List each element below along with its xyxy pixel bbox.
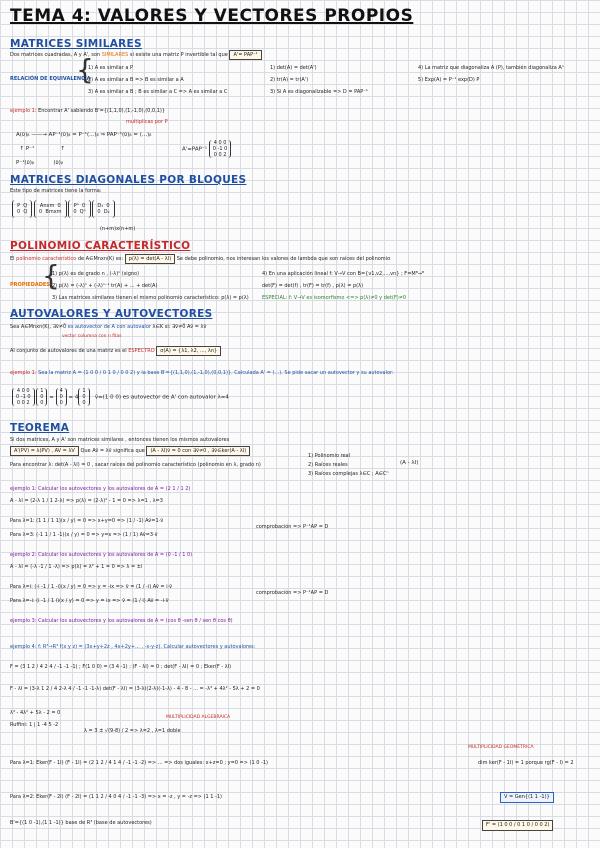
relacion-props-right [418,62,564,86]
polinomio-props-label: PROPIEDADES [10,282,50,288]
relacion-brace: { [76,53,94,86]
teorema-ej4: ejemplo 4: f: R³→R³ f(x y z) = (3x+y+2z , 4x+2y+... , -x-y-z). Calcular autovectores y autovalores: [10,644,256,650]
section-heading-autovalores: AUTOVALORES Y AUTOVECTORES [10,308,213,320]
section-heading-teorema: TEOREMA [10,422,70,434]
polinomio-brace: { [42,259,60,292]
autovalores-line2-a: Al conjunto de autovalores de una matriz es el [10,348,127,354]
teorema-ej3: ejemplo 3: Calcular los autovectores y los autovalores de A = (cos θ -sen θ / sen θ cos θ) [10,618,233,624]
polinomio-intro [10,256,390,263]
relacion-prop-2: 2) A es similar a B => B es similar a A [88,77,184,83]
polinomio-prop-1: 1) p(λ) es de grado n , (-λ)ⁿ (signo) [52,271,140,277]
bloques-intro: Este tipo de matrices tiene la forma: [10,188,102,194]
teorema-root-1: 1) Polinomio real [308,453,351,459]
bloques-block-a: Anxm [39,203,55,209]
similares-ejemplo-label: ejemplo 1: [10,108,37,114]
teorema-line2-a: A'(PV) = λ(PV) , AV = λV [10,446,79,456]
teorema-ej4-l2-res: V = Gen{(1 1 -1)} [500,792,554,803]
teorema-root-3: 3) Raíces complejas λ∈C ; A∈Cⁿ [308,471,389,477]
similares-intro-b: si existe una matriz P invertible tal que [129,52,228,58]
bloques-matrix-ab: Anxm 0 0 Bmxm [34,200,67,218]
polinomio-props [52,268,249,304]
relacion-props-left [88,62,227,98]
polinomio-intro-b: de A∈Mnxn(K) es: [77,256,124,262]
relacion-prop-mid-2: 2) tr(A) = tr(A') [270,77,309,83]
similares-formula: A'= PAP⁻¹ [229,50,261,60]
autovalores-ejemplo-work: 4 0 0 0 -1 0 0 0 2 1 0 0 = 4 0 0 = 41 0 0 v̄=(1 0 0) es autovector de A' con autovalor λ=4 [12,388,229,406]
bloques-matrix-d: D₁ 0 0 D₂ [92,200,114,218]
teorema-ej2-sol2: Para λ=-i: (i -1 / 1 i)(x / y) = 0 => y = ix => v̄ = (1 / i) Av̄ = -i·v̄ [10,598,169,604]
teorema-mult-geo: MULTIPLICIDAD GEOMÉTRICA [468,745,534,750]
autovalores-line2 [10,348,221,355]
section-heading-polinomio: POLINOMIO CARACTERÍSTICO [10,240,191,252]
teorema-root-2: 2) Raíces reales [308,462,348,468]
relacion-label: RELACIÓN DE EQUIVALENCIA [10,76,91,82]
teorema-ej2-eq: A - λI = (-λ -1 / 1 -λ) => p(λ) = λ² + 1 = 0 => λ = ±i [10,564,143,570]
autovalores-line2-kw: ESPECTRO [128,348,155,354]
section-heading-similares: MATRICES SIMILARES [10,38,142,50]
teorema-ej2-sol1: Para λ=i: (-i -1 / 1 -i)(x / y) = 0 => y = -ix => v̄ = (1 / -i) Av̄ = i·v̄ [10,584,173,590]
bloques-matrices [12,200,115,218]
teorema-line1: Si dos matrices, A y A' son matrices similares , entonces tienen los mismos autovalores [10,437,230,443]
polinomio-prop-right-3: ESPECIAL: f: V→V es isomorfismo <=> p(λ)≠0 y det(F)≠0 [262,295,407,301]
similares-ejemplo-text: Encontrar A' sabiendo B'={(1,1,0),(1,-1,0),(0,0,1)} [38,108,166,114]
autovalores-spectrum: σ(A) = {λ1, λ2, ..., λn} [156,346,221,356]
teorema-ej4-l1-res: dim ker(F - 1I) = 1 porque rg(F - I) = 2 [478,760,574,766]
polinomio-intro-kw: polinomio característico [16,256,77,262]
teorema-ej4-roots: λ = 3 ± √(9-8) / 2 => λ=2 , λ=1 doble [84,728,181,734]
teorema-ej4-cubic: λ³ - 4λ² + 5λ - 2 = 0 [10,710,61,716]
teorema-ej4-line2: F - λI = (3-λ 1 2 / 4 2-λ 4 / -1 -1 -1-λ) det(F - λI) = (3-λ)(2-λ)(-1-λ) - 4 - 8 - ... = -λ³ + 4λ² - 5λ + 2 = 0 [10,686,260,692]
teorema-ej4-line1: F = (3 1 2 / 4 2 4 / -1 -1 -1) ; F(1 0 0) = (3 4 -1) ; (F - λI) = 0 ; det(F - λI) = 0 ; Eker(F - λI) [10,664,232,670]
teorema-line2-b: Que Av̄ = λv̄ significa que [80,448,145,454]
autovalores-ejemplo-label: ejemplo 1: [10,370,37,376]
similares-result-label: A'=PAP⁻¹ [182,146,208,153]
autovalores-result-vector: 4 0 0 [56,388,67,406]
teorema-line3: Para encontrar λ: det(A - λI) = 0 , sacar raíces del polinomio característico (polinomio en λ, grado n) [10,462,261,468]
autovalores-line1-a: Sea A∈Mnxn(K), [10,324,52,330]
teorema-ej4-l1: Para λ=1: Eker(F - 1I) (F - 1I) = (2 1 2 / 4 1 4 / -1 -1 -2) => ... => dos iguales: x+z=0 ; y=0 => (1 0 -1) [10,760,268,766]
autovalores-line1 [10,324,206,331]
similares-diagram: A(ῡ)ᵦ ——→ AP⁻¹(ῡ)ᵦ = P⁻¹(...)ᵦ ⇒ PAP⁻¹(ῡ)ᵦ = (...)ᵦ ↑ P⁻¹ ↑ P⁻¹(ῡ)ᵦ (ῡ)ᵦ [16,132,152,166]
similares-intro-a: Dos matrices cuadradas, A y A', son [10,52,101,58]
polinomio-props-right [262,268,424,304]
autovalores-matrix: 4 0 0 0 -1 0 0 0 2 [12,388,35,406]
teorema-roots-result: (A - λI) [400,460,419,466]
similares-result-matrix: 4 0 0 0 -1 0 0 0 2 [209,140,232,158]
bloques-block-b: Bmxm [45,209,62,215]
teorema-ej4-l2: Para λ=2: Eker(F - 2I) (F - 2I) = (1 1 2 / 4 0 4 / -1 -1 -3) => x = -z , y = -z => (1 1 -1) [10,794,222,800]
relacion-prop-3: 3) A es similar a B ; B es similar a C => A es similar a C [88,89,228,95]
relacion-props-mid [270,62,368,98]
section-heading-bloques: MATRICES DIAGONALES POR BLOQUES [10,174,247,186]
teorema-ej1-sol2: Para λ=3: (-1 1 / 1 -1)(x / y) = 0 => y=x => (1 / 1) Av̄=3·v̄ [10,532,158,538]
autovalores-eigvec: 1 0 0 [78,388,89,406]
teorema-ej2-check: comprobación => P⁻¹AP = D [256,590,329,596]
autovalores-vector: 1 0 0 [36,388,47,406]
teorema-ej4-final: B'={(1 0 -1),(1 1 -1)} base de R³ (base de autovectores) [10,820,152,826]
teorema-line2-formula: (A - λI)v̄ = 0 con ∃v̄≠0 , ∃v̄∈ker(A - λI) [146,446,250,456]
polinomio-prop-3: 3) Las matrices similares tienen el mismo polinomio característico: p(λ) = p(λ) [52,295,249,301]
similares-ejemplo-note: multiplicas por P [126,119,168,125]
polinomio-intro-a: El [10,256,15,262]
page-title: TEMA 4: VALORES Y VECTORES PROPIOS [10,6,414,26]
autovalores-ejemplo-text: Sea la matriz A = (1 0 0 / 0 1 0 / 0 0 2) y la base B'={(1,1,0),(1,-1,0),(0,0,1)}. Calculada A' = (...). Se pide sacar un autovector y su autovalor: [38,370,394,376]
bloques-note: (n+m)x(n+m) [100,226,136,232]
relacion-prop-right-2: 5) Exp(A) = P⁻¹ exp(D) P [418,77,480,83]
polinomio-prop-right-2: det(F) = det(f) , tr(F) = tr(f) , p(λ) = p(λ) [262,283,364,289]
teorema-ej2: ejemplo 2: Calcular los autovectores y los autovalores de A = (0 -1 / 1 0) [10,552,193,558]
autovalores-ejemplo [10,370,394,377]
autovalores-line1-c: es autovector de A con [67,324,126,330]
teorema-ej1: ejemplo 1: Calcular los autovectores y los autovalores de A = (2 1 / 1 2) [10,486,191,492]
autovalores-line1-b: ∃v̄≠0̄ [52,324,67,330]
similares-intro [10,52,262,59]
teorema-line2 [10,448,250,455]
bloques-matrix-pq: P Q 0 Q [12,200,32,218]
polinomio-intro-c: Se debe polinomio, nos interesan los valores de lambda que son raíces del polinomio [176,256,391,262]
teorema-mult-alg: MULTIPLICIDAD ALGEBRAICA [166,715,231,720]
relacion-prop-right-1: 4) La matriz que diagonaliza A (P), también diagonaliza Aⁿ [418,65,564,71]
relacion-prop-mid-1: 1) det(A) = det(A') [270,65,317,71]
relacion-prop-mid-3: 3) Si A es diagonalizable => D = PAP⁻¹ [270,89,368,95]
polinomio-prop-right-1: 4) En una aplicación lineal f: V→V con B={v1,v2,...,vn} ; F=Mᴮ⇒ᴮ [262,271,425,277]
teorema-ej4-ruffini: Ruffini: 1 | 1 -4 5 -2 [10,722,59,728]
similares-ejemplo [10,108,165,115]
autovalores-line1-d: λ∈K si: ∃v̄≠0̄ Av̄ = λv̄ [152,324,207,330]
autovalores-ejemplo-result: v̄=(1 0 0) es autovector de A' con autovalor λ=4 [94,394,229,401]
relacion-prop-1: 1) A es similar a P [88,65,134,71]
teorema-ej1-check: comprobación => P⁻¹AP = D [256,524,329,530]
autovalores-vector-note: vector columna con n filas [62,334,122,339]
autovalores-line1-kw: autovalor [127,324,151,330]
similares-result [182,140,231,158]
polinomio-prop-2: 2) p(λ) = (-λ)ⁿ + (-λ)ⁿ⁻¹ tr(A) + ... + det(A) [52,283,158,289]
teorema-ej4-final2: F' = (1 0 0 / 0 1 0 / 0 0 2) [482,820,553,831]
bloques-matrix-power: Pⁿ 0 0 Qⁿ [68,200,90,218]
teorema-ej1-sol1: Para λ=1: (1 1 / 1 1)(x / y) = 0 => x+y=0 => (1 / -1) Av̄=1·v̄ [10,518,164,524]
teorema-roots [308,452,388,479]
polinomio-formula: p(λ) = det(A - λI) [125,254,175,264]
teorema-ej1-eq: A - λI = (2-λ 1 / 1 2-λ) => p(λ) = (2-λ)² - 1 = 0 => λ=1 , λ=3 [10,498,163,504]
similares-intro-kw: SIMILARES [101,52,129,58]
